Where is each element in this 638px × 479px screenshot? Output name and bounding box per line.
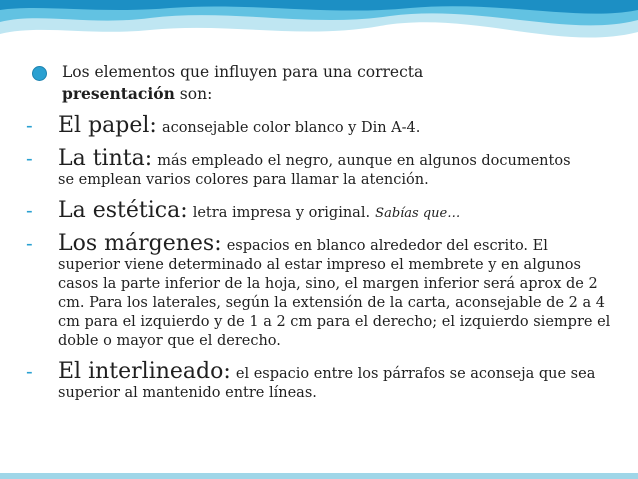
list-item-tinta	[26, 146, 616, 190]
item-description-continued: superior al mantenido entre líneas.	[58, 385, 317, 401]
item-term: El papel:	[58, 113, 157, 138]
dash-bullet-icon: -	[26, 148, 33, 170]
list-item-estetica	[26, 198, 616, 223]
header-wave-decoration	[0, 0, 638, 60]
item-term: Los márgenes:	[58, 231, 222, 256]
list-item-margenes	[26, 231, 616, 351]
footer-bar	[0, 473, 638, 479]
item-description-continued: superior viene determinado al estar impreso el membrete y en algunos casos la parte inferior de la hoja, sino, el margen inferior será aprox de 2 cm. Para los laterales, según la extensión de la carta, aconsejable de 2 a 4 cm para el izquierdo y de 1 a 2 cm para el derecho; el izquierdo siempre el doble o mayor que el derecho.	[58, 257, 611, 349]
item-description: más empleado el negro, aunque en algunos documentos	[157, 153, 571, 169]
list-item-papel	[26, 113, 616, 138]
intro-paragraph	[34, 62, 616, 105]
item-term: La tinta:	[58, 146, 153, 171]
intro-text: Los elementos que influyen para una correcta	[62, 63, 424, 81]
item-term: El interlineado:	[58, 359, 231, 384]
item-description: el espacio entre los párrafos se aconseja que sea	[235, 366, 596, 382]
dash-bullet-icon: -	[26, 200, 33, 222]
list-item-interlineado	[26, 359, 616, 403]
intro-bold-word: presentación	[62, 84, 175, 103]
dash-bullet-icon: -	[26, 361, 33, 383]
item-italic-note: Sabías que…	[375, 206, 461, 221]
item-description: espacios en blanco alrededor del escrito. El	[226, 238, 548, 254]
slide-content	[26, 62, 616, 403]
item-description: letra impresa y original.	[192, 205, 371, 221]
item-description-continued: se emplean varios colores para llamar la atención.	[58, 172, 429, 188]
dash-bullet-icon: -	[26, 233, 33, 255]
intro-text-end: son:	[179, 85, 213, 103]
dash-bullet-icon: -	[26, 115, 33, 137]
item-description: aconsejable color blanco y Din A-4.	[161, 120, 421, 136]
item-term: La estética:	[58, 198, 188, 223]
bullet-dot-icon	[32, 66, 47, 81]
